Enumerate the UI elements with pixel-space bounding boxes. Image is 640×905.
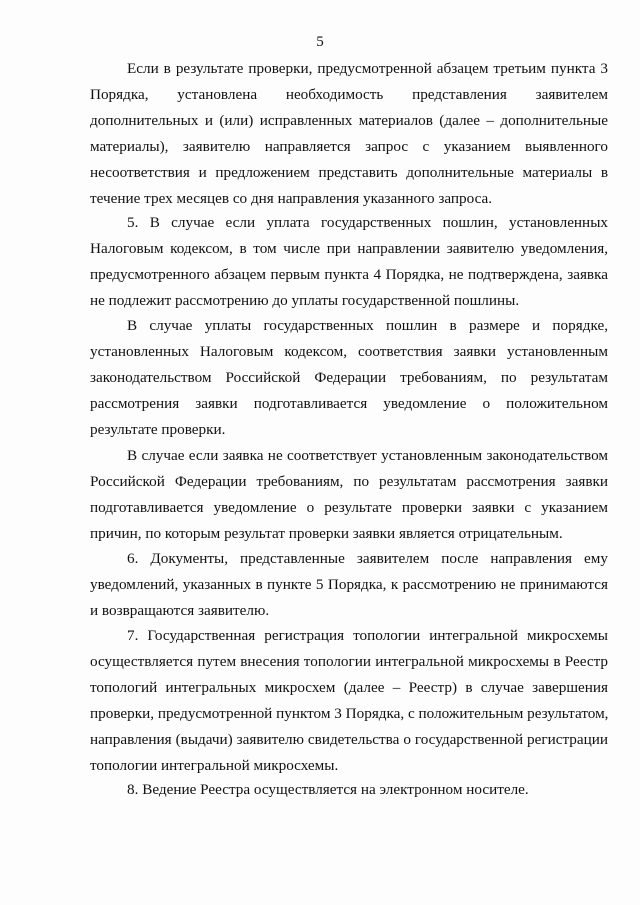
paragraph-line: уведомлений, указанных в пункте 5 Порядка, к рассмотрению не принимаются <box>90 576 608 593</box>
paragraph-line: Российской Федерации требованиям, по результатам рассмотрения заявки <box>90 473 608 490</box>
paragraph-line: направления (выдачи) заявителю свидетельства о государственной регистрации <box>90 731 608 748</box>
paragraph-item-6 <box>90 546 608 624</box>
paragraph-negative-result <box>90 443 608 547</box>
paragraph-positive-result <box>90 313 608 443</box>
paragraph-line: Если в результате проверки, предусмотренной абзацем третьим пункта 3 <box>127 60 608 77</box>
paragraph-line: подготавливается уведомление о результате проверки заявки с указанием <box>90 499 608 516</box>
paragraph-line: предусмотренного абзацем первым пункта 4 Порядка, не подтверждена, заявка <box>90 266 608 283</box>
paragraph-item-8 <box>90 777 608 803</box>
paragraph-line: В случае если заявка не соответствует установленным законодательством <box>127 447 608 464</box>
paragraph-line: 8. Ведение Реестра осуществляется на электронном носителе. <box>127 781 529 798</box>
page-number: 5 <box>316 34 324 50</box>
paragraph-line: не подлежит рассмотрению до уплаты государственной пошлины. <box>90 292 520 309</box>
paragraph-line: результате проверки. <box>90 421 226 438</box>
paragraph-line: причин, по которым результат проверки заявки является отрицательным. <box>90 525 563 542</box>
paragraph-item-7 <box>90 623 608 779</box>
paragraph-line: Налоговым кодексом, в том числе при направлении заявителю уведомления, <box>90 240 608 257</box>
paragraph-line: топологий интегральных микросхем (далее – Реестр) в случае завершения <box>90 679 608 696</box>
paragraph-line: дополнительных и (или) исправленных материалов (далее – дополнительные <box>90 112 608 129</box>
paragraph-line: Порядка, установлена необходимость представления заявителем <box>90 86 608 103</box>
paragraph-line: 5. В случае если уплата государственных пошлин, установленных <box>127 214 608 231</box>
paragraph-line: несоответствия и предложением представить дополнительные материалы в <box>90 164 608 181</box>
paragraph-line: 7. Государственная регистрация топологии интегральной микросхемы <box>127 627 608 644</box>
paragraph-line: проверки, предусмотренной пунктом 3 Порядка, с положительным результатом, <box>90 705 609 722</box>
paragraph-additional-materials <box>90 56 608 212</box>
paragraph-line: течение трех месяцев со дня направления указанного запроса. <box>90 190 493 207</box>
paragraph-line: В случае уплаты государственных пошлин в размере и порядке, <box>127 317 608 334</box>
paragraph-line: рассмотрения заявки подготавливается уведомление о положительном <box>90 395 608 412</box>
paragraph-line: 6. Документы, представленные заявителем после направления ему <box>127 550 608 567</box>
paragraph-line: законодательством Российской Федерации требованиям, по результатам <box>90 369 608 386</box>
paragraph-line: установленных Налоговым кодексом, соответствия заявки установленным <box>90 343 608 360</box>
paragraph-line: топологии интегральной микросхемы. <box>90 757 339 774</box>
paragraph-item-5 <box>90 210 608 314</box>
paragraph-line: осуществляется путем внесения топологии интегральной микросхемы в Реестр <box>90 653 608 670</box>
paragraph-line: материалы), заявителю направляется запрос с указанием выявленного <box>90 138 608 155</box>
paragraph-line: и возвращаются заявителю. <box>90 602 270 619</box>
